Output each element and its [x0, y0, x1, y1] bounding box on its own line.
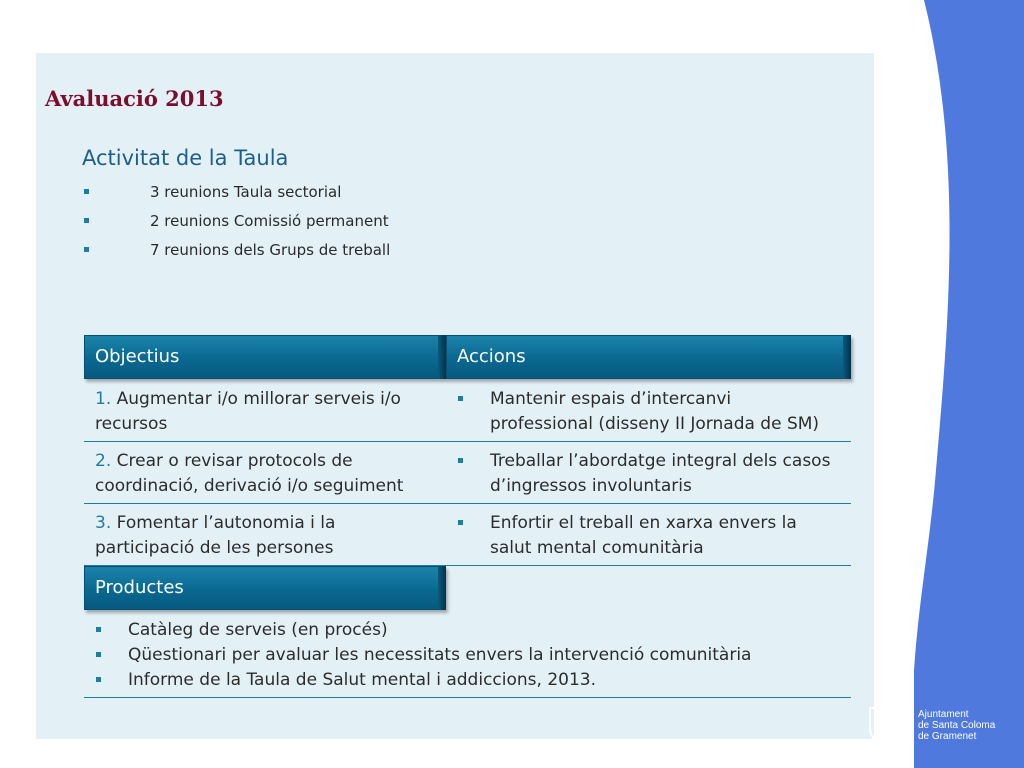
background-band	[914, 0, 1024, 768]
header-products: Productes	[84, 566, 446, 610]
bullet-square-icon	[458, 458, 463, 463]
bullet-square-icon	[96, 627, 101, 632]
table-row	[84, 503, 851, 566]
objective-text: Crear o revisar protocols de coordinació, derivació i/o seguiment	[95, 451, 404, 496]
city-crest-icon	[864, 698, 910, 750]
logo-line: de Santa Coloma	[918, 720, 996, 731]
product-item: Catàleg de serveis (en procés)	[96, 618, 751, 643]
logo-line: Ajuntament	[918, 709, 969, 720]
product-list	[96, 618, 751, 693]
bullet-square-icon	[458, 396, 463, 401]
objective-cell	[95, 387, 435, 437]
activity-item: 3 reunions Taula sectorial	[84, 180, 89, 209]
objective-text: Fomentar l’autonomia i la participació de les persones	[95, 513, 336, 558]
action-cell	[458, 511, 838, 561]
objective-number: 2.	[95, 451, 112, 471]
action-cell	[458, 449, 838, 499]
bullet-square-icon	[458, 520, 463, 525]
bullet-square-icon	[96, 677, 101, 682]
objective-number: 3.	[95, 513, 112, 533]
header-objectives: Objectius	[84, 335, 446, 379]
product-item: Qüestionari per avaluar les necessitats envers la intervenció comunitària	[96, 643, 751, 668]
bullet-square-icon	[84, 189, 89, 194]
table-row	[84, 379, 851, 442]
product-item: Informe de la Taula de Salut mental i addiccions, 2013.	[96, 668, 751, 693]
action-text: Enfortir el treball en xarxa envers la salut mental comunitària	[490, 513, 797, 558]
logo-line: de Gramenet	[918, 731, 977, 742]
objective-cell	[95, 449, 435, 499]
action-text: Mantenir espais d’intercanvi professional (disseny II Jornada de SM)	[490, 389, 820, 434]
activity-list	[84, 180, 391, 267]
activity-item: 7 reunions dels Grups de treball	[84, 238, 89, 267]
year-title: Avaluació 2013	[45, 86, 224, 111]
bullet-square-icon	[84, 247, 89, 252]
logo-text	[918, 709, 995, 742]
activity-item: 2 reunions Comissió permanent	[84, 209, 89, 238]
products-divider	[84, 697, 851, 698]
objective-cell	[95, 511, 435, 561]
table-row	[84, 441, 851, 504]
bullet-square-icon	[84, 218, 89, 223]
objective-text: Augmentar i/o millorar serveis i/o recursos	[95, 389, 401, 434]
bullet-square-icon	[96, 652, 101, 657]
objective-number: 1.	[95, 389, 112, 409]
header-actions: Accions	[446, 335, 851, 379]
action-text: Treballar l’abordatge integral dels casos d’ingressos involuntaris	[490, 451, 831, 496]
section-title: Activitat de la Taula	[82, 146, 289, 170]
action-cell	[458, 387, 838, 437]
